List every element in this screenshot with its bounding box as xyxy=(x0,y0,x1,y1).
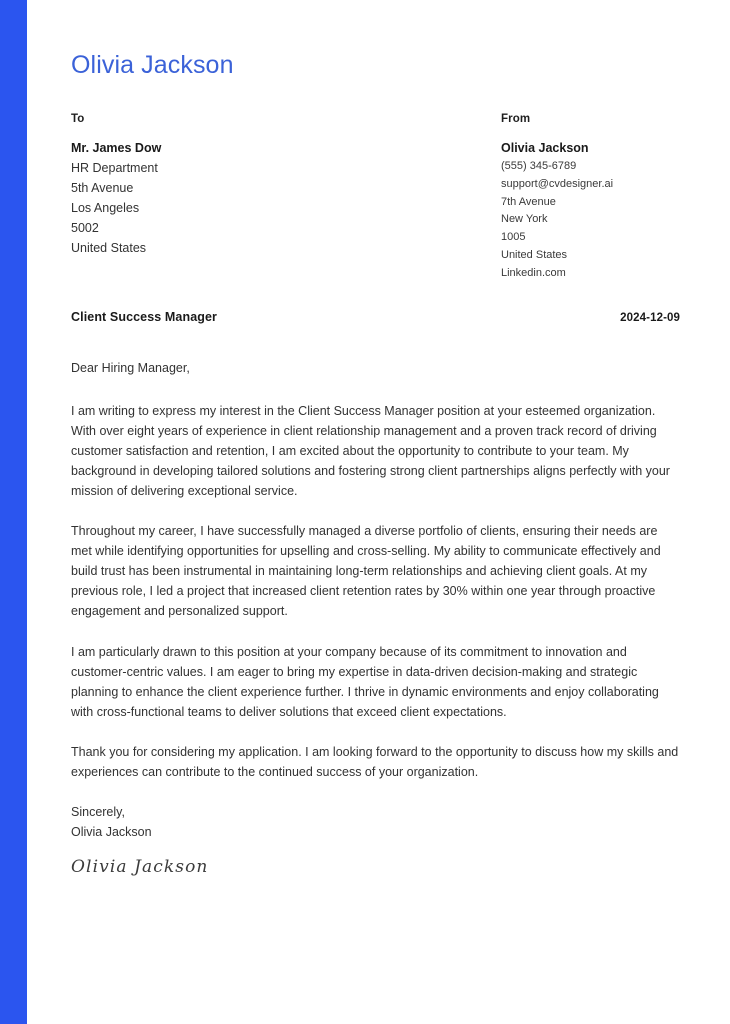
recipient-line: Los Angeles xyxy=(71,201,140,215)
job-title: Client Success Manager xyxy=(71,309,218,324)
sender-block xyxy=(501,113,680,283)
sender-line: 1005 xyxy=(501,231,526,244)
recipient-line: 5002 xyxy=(71,221,99,235)
page-title: Olivia Jackson xyxy=(71,51,234,79)
recipient-lines xyxy=(71,138,501,258)
letter-body xyxy=(71,401,680,783)
sender-line: 7th Avenue xyxy=(501,195,556,208)
sender-phone: (555) 345-6789 xyxy=(501,160,577,172)
recipient-line: Mr. James Dow xyxy=(71,141,162,155)
subject-row xyxy=(71,310,680,324)
letter-content xyxy=(71,0,680,877)
body-paragraph: I am writing to express my interest in the Client Success Manager position at your esteemed organization. With over eight years of experience in client relationship management and a proven track record of driving customer satisfaction and retention, I am excited about the opportunity to contribute to your team. My background in developing tailored solutions and fostering strong client partnerships aligns perfectly with your mission of delivering exceptional service. xyxy=(71,403,670,498)
sender-label: From xyxy=(501,113,531,125)
address-row xyxy=(71,113,680,283)
left-accent-bar xyxy=(0,0,27,1024)
sender-lines xyxy=(501,138,680,283)
sender-line: Olivia Jackson xyxy=(501,141,589,155)
recipient-line: United States xyxy=(71,241,147,255)
sender-email: support@cvdesigner.ai xyxy=(501,177,614,190)
body-paragraph: Thank you for considering my application. I am looking forward to the opportunity to discuss how my skills and experiences can contribute to the continued success of your organization. xyxy=(71,744,679,779)
closing-block xyxy=(71,802,680,842)
recipient-label: To xyxy=(71,113,85,125)
sender-linkedin: Linkedin.com xyxy=(501,266,566,279)
closing-word: Sincerely, xyxy=(71,805,125,820)
letter-date: 2024-12-09 xyxy=(620,311,680,324)
sender-line: United States xyxy=(501,248,568,261)
recipient-line: 5th Avenue xyxy=(71,181,134,195)
signature: Olivia Jackson xyxy=(71,857,209,878)
recipient-block xyxy=(71,113,501,283)
recipient-line: HR Department xyxy=(71,161,158,175)
sender-line: New York xyxy=(501,213,548,226)
body-paragraph: I am particularly drawn to this position at your company because of its commitment to innovation and customer-centric values. I am eager to bring my expertise in data-driven decision-making and strategic planning to enhance the client experience further. I thrive in dynamic environments and enjoy collaborating with cross-functional teams to deliver solutions that exceed client expectations. xyxy=(71,644,659,719)
body-paragraph: Throughout my career, I have successfully managed a diverse portfolio of clients, ensuring their needs are met while identifying opportunities for upselling and cross-selling. My ability to communicate effectively and build trust has been instrumental in maintaining long-term relationships and achieving client goals. At my previous role, I led a project that increased client retention rates by 30% within one year through proactive engagement and personalized support. xyxy=(71,524,661,619)
salutation: Dear Hiring Manager, xyxy=(71,360,190,375)
closing-name: Olivia Jackson xyxy=(71,825,152,840)
